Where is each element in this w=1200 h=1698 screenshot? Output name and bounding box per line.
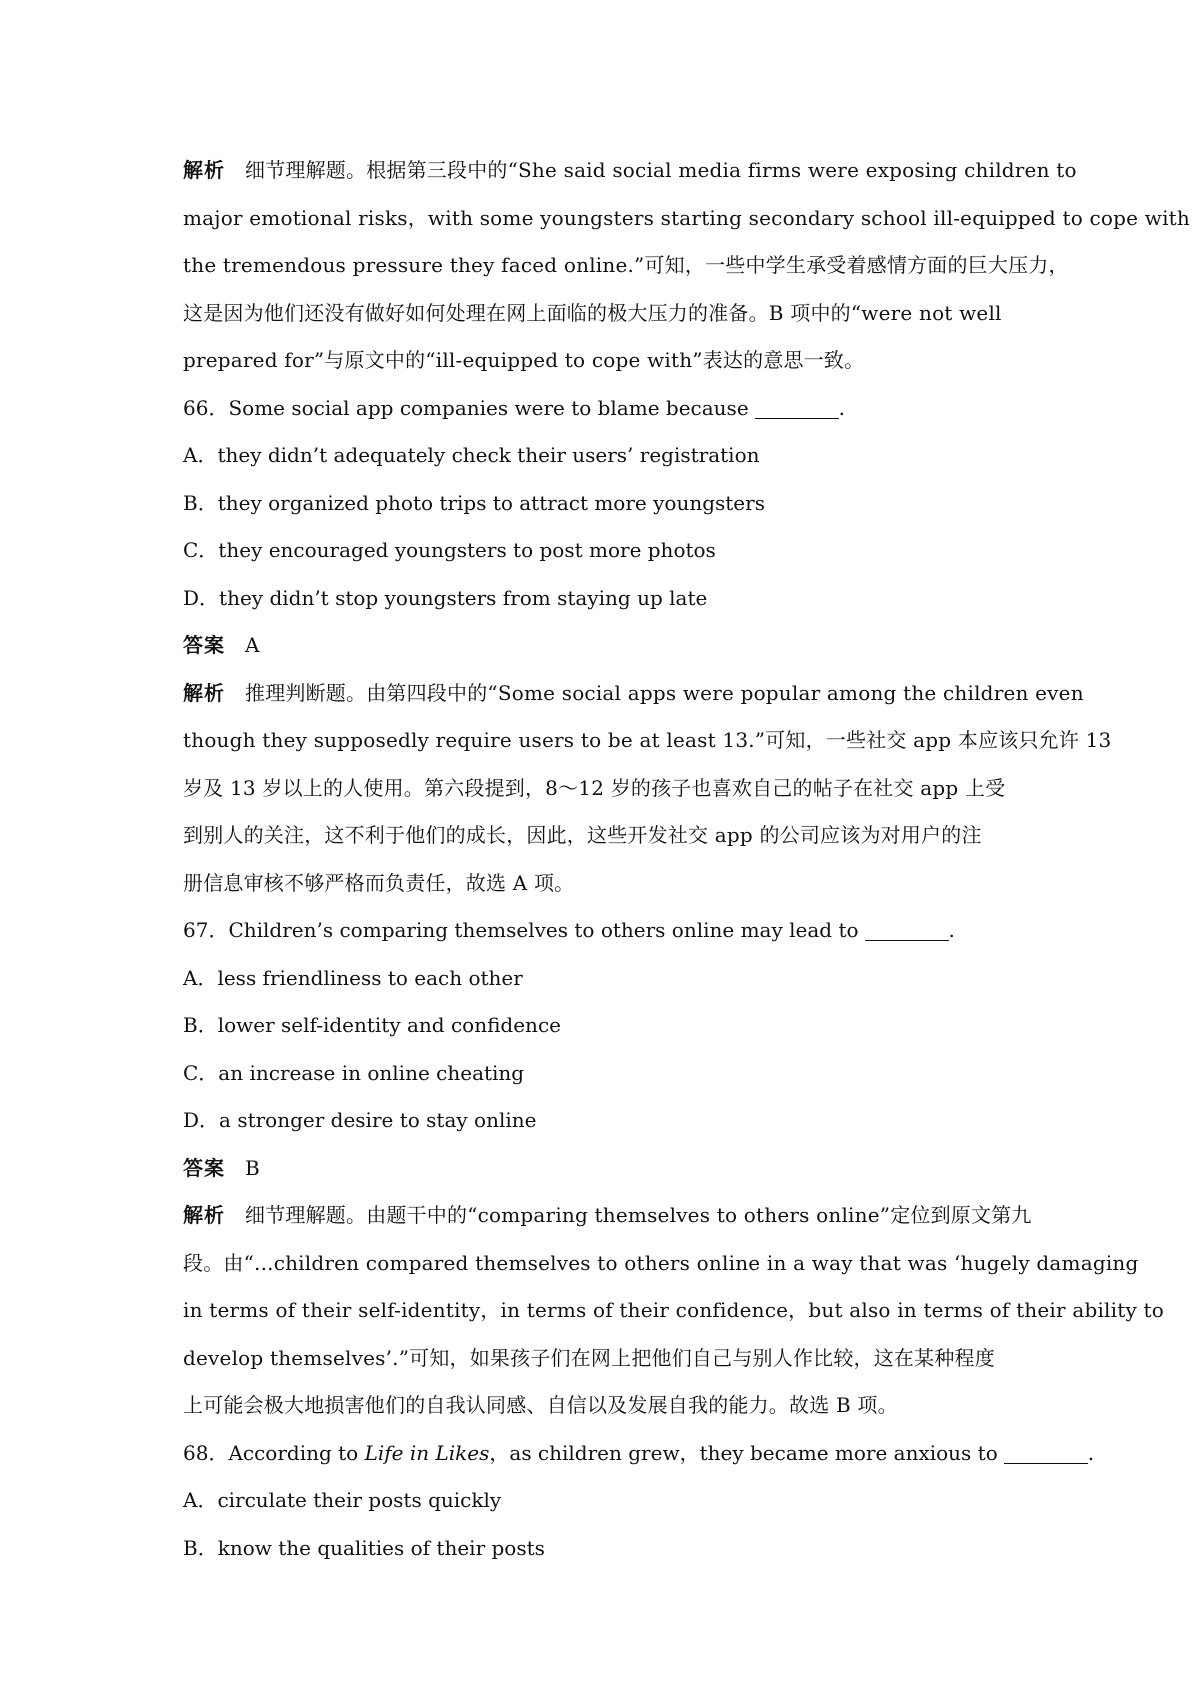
document-content (183, 147, 1190, 1572)
option-b: B．they organized photo trips to attract more youngsters (183, 490, 765, 515)
analysis-65 (183, 147, 1190, 385)
answer-blank (755, 417, 839, 419)
analysis-line: develop themselves’.”可知，如果孩子们在网上把他们自己与别人作比较，这在某种程度 (183, 1345, 995, 1370)
question-67-stem: 67．Children’s comparing themselves to others online may lead to . (183, 918, 955, 942)
question-68-stem: 68．According to Life in Likes，as children grew，they became more anxious to . (183, 1440, 1095, 1465)
answer-67 (183, 1145, 1028, 1193)
analysis-line: major emotional risks，with some youngsters starting secondary school ill-equipped to cope with (183, 205, 1190, 230)
analysis-label: 解析 (183, 158, 225, 182)
answer-label: 答案 (183, 633, 225, 657)
answer-value: A (245, 633, 260, 657)
analysis-line: 细节理解题。由题干中的“comparing themselves to others online”定位到原文第九 (245, 1203, 1032, 1227)
analysis-66 (183, 670, 1112, 908)
analysis-line: in terms of their self-identity，in terms of their confidence，but also in terms of their ability to (183, 1298, 1165, 1322)
analysis-line: 细节理解题。根据第三段中的“She said social media firms were exposing children to (245, 158, 1077, 182)
option-a: A．less friendliness to each other (183, 965, 523, 990)
analysis-line: 推理判断题。由第四段中的“Some social apps were popular among the children even (245, 680, 1084, 705)
answer-value: B (245, 1155, 260, 1180)
analysis-line: 上可能会极大地损害他们的自我认同感、自信以及发展自我的能力。故选 B 项。 (183, 1393, 898, 1417)
question-66-stem: 66．Some social app companies were to blame because . (183, 395, 846, 420)
analysis-line: 段。由“...children compared themselves to others online in a way that was ‘hugely damaging (183, 1250, 1139, 1275)
analysis-67 (183, 1192, 1165, 1430)
analysis-line: 这是因为他们还没有做好如何处理在网上面临的极大压力的准备。B 项中的“were not well (183, 300, 1002, 325)
option-a: A．circulate their posts quickly (183, 1488, 502, 1512)
analysis-label: 解析 (183, 1203, 225, 1227)
analysis-line: the tremendous pressure they faced online.”可知，一些中学生承受着感情方面的巨大压力， (183, 253, 1069, 277)
option-d: D．they didn’t stop youngsters from staying up late (183, 585, 708, 610)
answer-blank (865, 939, 949, 941)
option-b: B．know the qualities of their posts (183, 1535, 545, 1560)
answer-66 (183, 622, 1028, 670)
analysis-line: though they supposedly require users to be at least 13.”可知，一些社交 app 本应该只允许 13 (183, 728, 1112, 752)
analysis-line: 到别人的关注，这不利于他们的成长，因此，这些开发社交 app 的公司应该为对用户的注 (183, 823, 982, 847)
option-a: A．they didn’t adequately check their users’ registration (183, 443, 760, 467)
option-b: B．lower self-identity and confidence (183, 1013, 561, 1037)
analysis-label: 解析 (183, 680, 225, 705)
answer-label: 答案 (183, 1155, 225, 1180)
book-title: Life in Likes (364, 1440, 490, 1465)
analysis-line: 册信息审核不够严格而负责任，故选 A 项。 (183, 870, 575, 895)
option-c: C．an increase in online cheating (183, 1060, 525, 1085)
analysis-line: 岁及 13 岁以上的人使用。第六段提到，8～12 岁的孩子也喜欢自己的帖子在社交 app 上受 (183, 775, 1006, 800)
answer-blank (1004, 1462, 1088, 1464)
option-c: C．they encouraged youngsters to post more photos (183, 538, 716, 562)
analysis-line: prepared for”与原文中的“ill-equipped to cope with”表达的意思一致。 (183, 348, 865, 372)
option-d: D．a stronger desire to stay online (183, 1108, 537, 1132)
